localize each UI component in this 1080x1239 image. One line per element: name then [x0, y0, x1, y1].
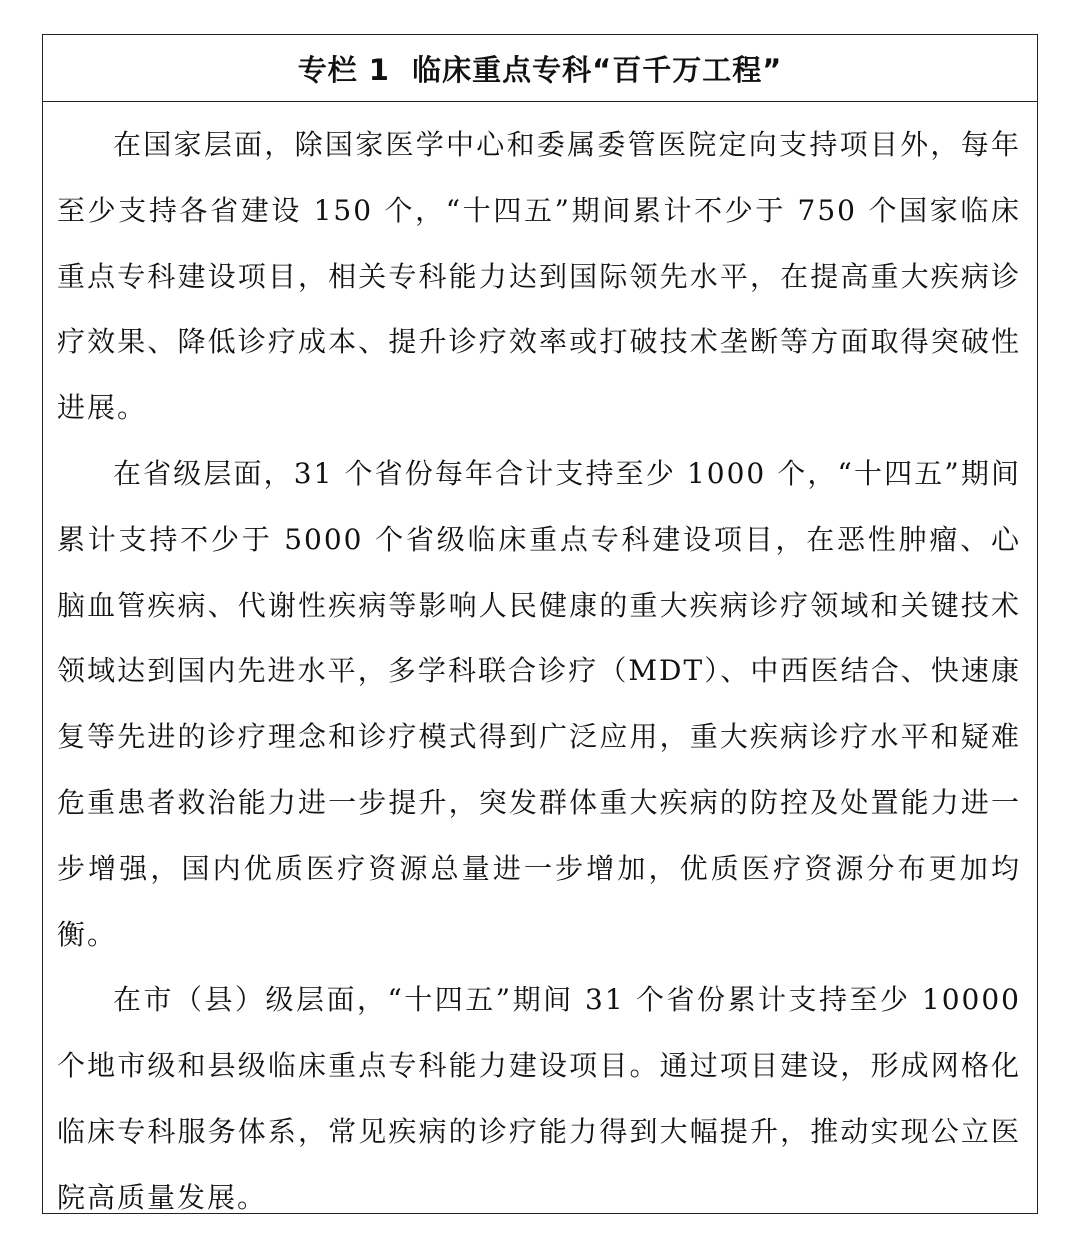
column-title: 专栏 1 临床重点专科“百千万工程” [43, 35, 1037, 102]
paragraph-city-county: 在市（县）级层面，“十四五”期间 31 个省份累计支持至少 10000 个地市级和县级临床重点专科能力建设项目。通过项目建设，形成网格化临床专科服务体系，常见疾病的诊疗能力得到大幅提升，推动实现公立医院高质量发展。 [57, 983, 1021, 1214]
column-box [42, 34, 1038, 1214]
paragraph-provincial: 在省级层面，31 个省份每年合计支持至少 1000 个，“十四五”期间累计支持不少于 5000 个省级临床重点专科建设项目，在恶性肿瘤、心脑血管疾病、代谢性疾病等影响人民健康的重大疾病诊疗领域和关键技术领域达到国内先进水平，多学科联合诊疗（MDT）、中西医结合、快速康复等先进的诊疗理念和诊疗模式得到广泛应用，重大疾病诊疗水平和疑难危重患者救治能力进一步提升，突发群体重大疾病的防控及处置能力进一步增强，国内优质医疗资源总量进一步增加，优质医疗资源分布更加均衡。 [57, 456, 1021, 951]
paragraph-national: 在国家层面，除国家医学中心和委属委管医院定向支持项目外，每年至少支持各省建设 150 个，“十四五”期间累计不少于 750 个国家临床重点专科建设项目，相关专科能力达到国际领先水平，在提高重大疾病诊疗效果、降低诊疗成本、提升诊疗效率或打破技术垄断等方面取得突破性进展。 [57, 128, 1021, 425]
column-body [43, 102, 1037, 1231]
